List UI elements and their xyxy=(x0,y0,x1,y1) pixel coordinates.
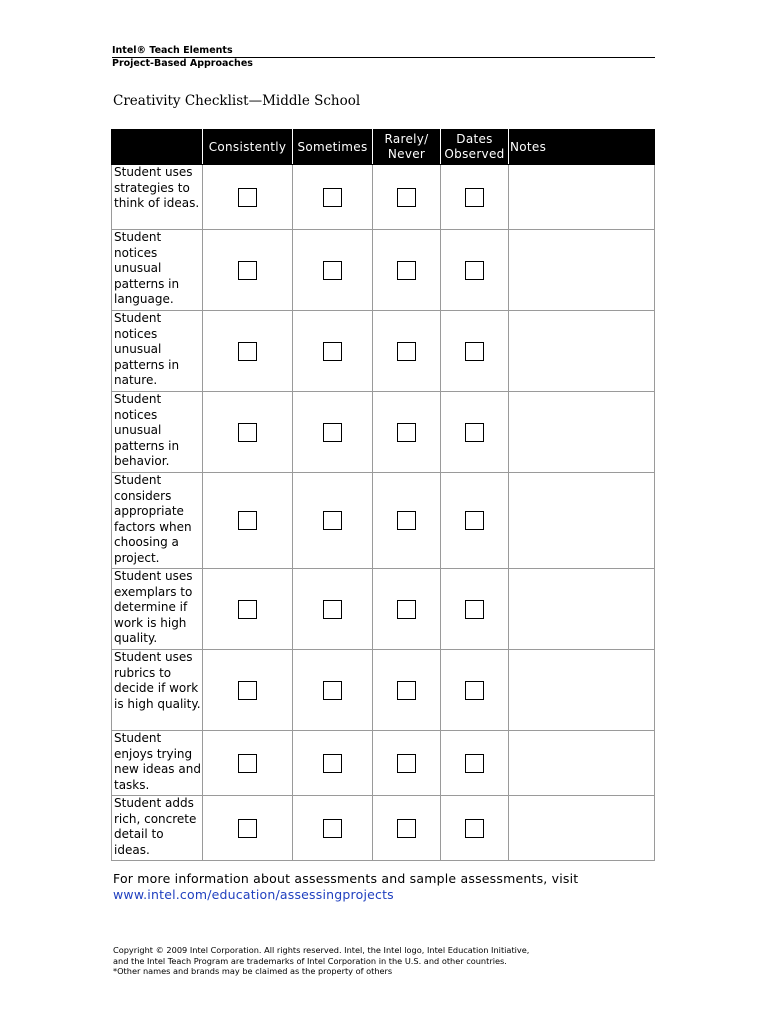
rarely-never-checkbox[interactable] xyxy=(397,188,416,207)
consistently-cell xyxy=(203,473,293,569)
notes-cell[interactable] xyxy=(509,473,655,569)
notes-cell[interactable] xyxy=(509,230,655,311)
dates-observed-checkbox[interactable] xyxy=(465,188,484,207)
rarely-never-cell xyxy=(373,796,441,861)
table-row xyxy=(112,650,655,731)
more-info-text: For more information about assessments and sample assessments, visit xyxy=(113,871,579,886)
sometimes-checkbox[interactable] xyxy=(323,342,342,361)
sometimes-cell xyxy=(293,650,373,731)
notes-cell[interactable] xyxy=(509,731,655,796)
header-program-name: Intel® Teach Elements xyxy=(112,45,233,56)
rarely-never-checkbox[interactable] xyxy=(397,754,416,773)
rarely-never-checkbox[interactable] xyxy=(397,423,416,442)
sometimes-checkbox[interactable] xyxy=(323,423,342,442)
criterion-cell: Student notices unusual patterns in behavior. xyxy=(112,392,203,473)
rarely-never-cell xyxy=(373,230,441,311)
copyright-line: Copyright © 2009 Intel Corporation. All rights reserved. Intel, the Intel logo, Intel Education Initiative, xyxy=(113,945,530,955)
header-sometimes: Sometimes xyxy=(293,130,373,165)
rarely-never-checkbox[interactable] xyxy=(397,819,416,838)
rarely-never-checkbox[interactable] xyxy=(397,511,416,530)
notes-cell[interactable] xyxy=(509,796,655,861)
consistently-cell xyxy=(203,392,293,473)
table-row xyxy=(112,392,655,473)
notes-cell[interactable] xyxy=(509,311,655,392)
notes-cell[interactable] xyxy=(509,392,655,473)
sometimes-checkbox[interactable] xyxy=(323,261,342,280)
copyright-line: *Other names and brands may be claimed as the property of others xyxy=(113,966,393,976)
sometimes-checkbox[interactable] xyxy=(323,819,342,838)
consistently-cell xyxy=(203,165,293,230)
criterion-cell: Student adds rich, concrete detail to ideas. xyxy=(112,796,203,861)
criterion-cell: Student considers appropriate factors when choosing a project. xyxy=(112,473,203,569)
criterion-cell: Student uses exemplars to determine if work is high quality. xyxy=(112,569,203,650)
dates-observed-cell xyxy=(441,796,509,861)
consistently-cell xyxy=(203,796,293,861)
consistently-cell xyxy=(203,731,293,796)
dates-observed-checkbox[interactable] xyxy=(465,754,484,773)
consistently-checkbox[interactable] xyxy=(238,511,257,530)
table-header-row xyxy=(112,130,655,165)
consistently-checkbox[interactable] xyxy=(238,819,257,838)
consistently-checkbox[interactable] xyxy=(238,261,257,280)
criterion-cell: Student notices unusual patterns in language. xyxy=(112,230,203,311)
table-row xyxy=(112,796,655,861)
rarely-never-cell xyxy=(373,650,441,731)
dates-observed-checkbox[interactable] xyxy=(465,681,484,700)
copyright-line: and the Intel Teach Program are trademarks of Intel Corporation in the U.S. and other countries. xyxy=(113,955,507,966)
sometimes-cell xyxy=(293,796,373,861)
notes-cell[interactable] xyxy=(509,569,655,650)
rarely-never-checkbox[interactable] xyxy=(397,342,416,361)
dates-observed-checkbox[interactable] xyxy=(465,423,484,442)
assessing-projects-link[interactable]: www.intel.com/education/assessingprojects xyxy=(113,887,394,902)
sometimes-checkbox[interactable] xyxy=(323,188,342,207)
page-title: Creativity Checklist—Middle School xyxy=(113,93,361,109)
document-header xyxy=(112,44,655,70)
dates-observed-checkbox[interactable] xyxy=(465,511,484,530)
sometimes-cell xyxy=(293,165,373,230)
dates-observed-cell xyxy=(441,569,509,650)
creativity-checklist-table xyxy=(111,129,655,861)
table-row xyxy=(112,311,655,392)
consistently-cell xyxy=(203,311,293,392)
table-row xyxy=(112,165,655,230)
sometimes-cell xyxy=(293,230,373,311)
criterion-cell: Student notices unusual patterns in nature. xyxy=(112,311,203,392)
consistently-checkbox[interactable] xyxy=(238,188,257,207)
consistently-checkbox[interactable] xyxy=(238,600,257,619)
rarely-never-checkbox[interactable] xyxy=(397,261,416,280)
rarely-never-cell xyxy=(373,569,441,650)
rarely-never-cell xyxy=(373,165,441,230)
sometimes-cell xyxy=(293,473,373,569)
dates-observed-cell xyxy=(441,650,509,731)
sometimes-cell xyxy=(293,569,373,650)
rarely-never-checkbox[interactable] xyxy=(397,600,416,619)
consistently-checkbox[interactable] xyxy=(238,423,257,442)
header-notes: Notes xyxy=(509,130,655,165)
table-row xyxy=(112,473,655,569)
rarely-never-cell xyxy=(373,473,441,569)
notes-cell[interactable] xyxy=(509,650,655,731)
sometimes-cell xyxy=(293,731,373,796)
rarely-never-checkbox[interactable] xyxy=(397,681,416,700)
sometimes-checkbox[interactable] xyxy=(323,511,342,530)
consistently-cell xyxy=(203,650,293,731)
dates-observed-cell xyxy=(441,311,509,392)
sometimes-cell xyxy=(293,392,373,473)
consistently-checkbox[interactable] xyxy=(238,681,257,700)
copyright-notice xyxy=(113,945,529,977)
sometimes-checkbox[interactable] xyxy=(323,754,342,773)
consistently-cell xyxy=(203,230,293,311)
consistently-cell xyxy=(203,569,293,650)
table-row xyxy=(112,731,655,796)
header-rarely-never: Rarely/ Never xyxy=(373,130,441,165)
dates-observed-cell xyxy=(441,473,509,569)
dates-observed-cell xyxy=(441,392,509,473)
dates-observed-checkbox[interactable] xyxy=(465,261,484,280)
dates-observed-cell xyxy=(441,165,509,230)
criterion-cell: Student enjoys trying new ideas and tasks. xyxy=(112,731,203,796)
rarely-never-cell xyxy=(373,731,441,796)
sometimes-checkbox[interactable] xyxy=(323,600,342,619)
consistently-checkbox[interactable] xyxy=(238,342,257,361)
sometimes-checkbox[interactable] xyxy=(323,681,342,700)
sometimes-cell xyxy=(293,311,373,392)
table-row xyxy=(112,230,655,311)
header-dates-observed: Dates Observed xyxy=(441,130,509,165)
rarely-never-cell xyxy=(373,311,441,392)
rarely-never-cell xyxy=(373,392,441,473)
notes-cell[interactable] xyxy=(509,165,655,230)
more-info-note xyxy=(113,871,578,903)
dates-observed-checkbox[interactable] xyxy=(465,342,484,361)
dates-observed-cell xyxy=(441,230,509,311)
consistently-checkbox[interactable] xyxy=(238,754,257,773)
header-criteria xyxy=(112,130,203,165)
dates-observed-checkbox[interactable] xyxy=(465,819,484,838)
criterion-cell: Student uses strategies to think of ideas. xyxy=(112,165,203,230)
table-row xyxy=(112,569,655,650)
dates-observed-checkbox[interactable] xyxy=(465,600,484,619)
header-consistently: Consistently xyxy=(203,130,293,165)
dates-observed-cell xyxy=(441,731,509,796)
criterion-cell: Student uses rubrics to decide if work is high quality. xyxy=(112,650,203,731)
header-course-name: Project-Based Approaches xyxy=(112,58,253,69)
